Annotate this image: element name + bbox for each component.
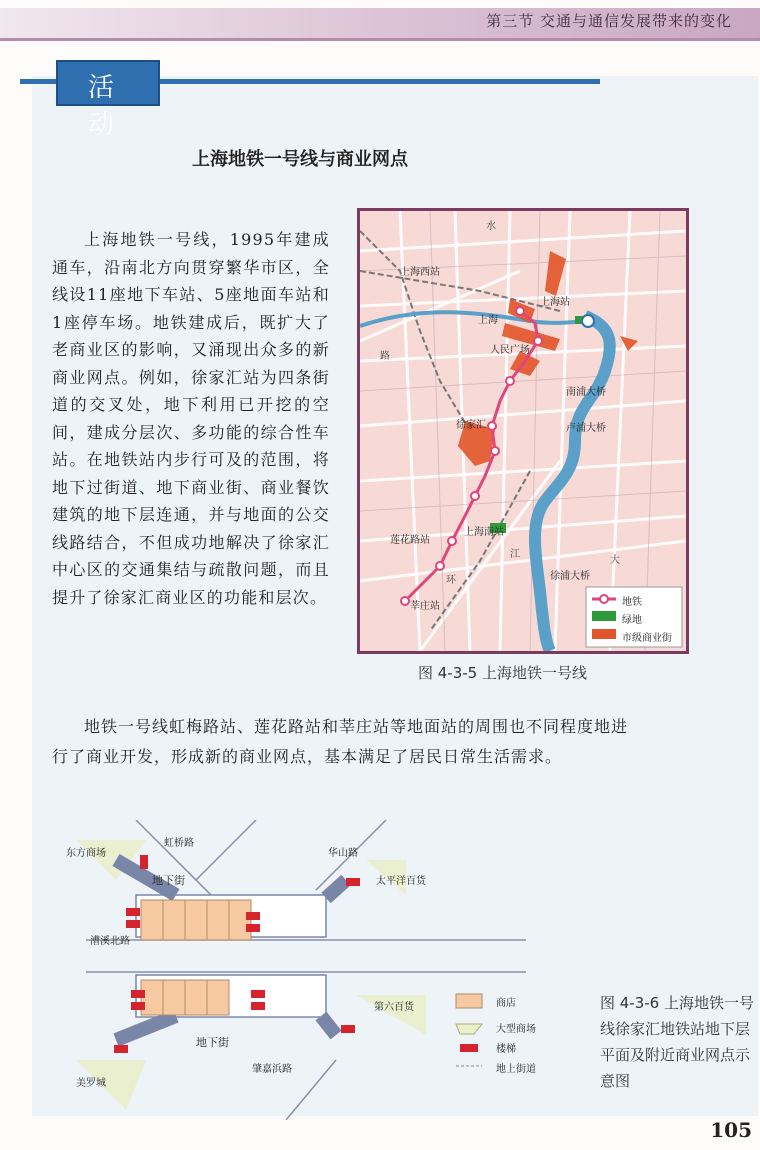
map-label-lupu-bridge: 卢浦大桥: [566, 423, 606, 434]
diagram-label-underground-top: 地下街: [152, 874, 185, 887]
map-label-shanghai-short: 上海: [478, 315, 498, 326]
figure-caption-1: 图 4-3-5 上海地铁一号线: [418, 664, 587, 682]
diagram-label-huashan: 华山路: [328, 848, 358, 859]
paragraph-2: 地铁一号线虹梅路站、莲花路站和莘庄站等地面站的周围也不同程度地进行了商业开发，形成新的商业网点，基本满足了居民日常生活需求。: [52, 717, 629, 766]
page-number: 105: [710, 1118, 752, 1142]
metro-map: [357, 208, 689, 654]
figure-caption-2: 图 4-3-6 上海地铁一号线徐家汇地铁站地下层平面及附近商业网点示意图: [600, 994, 754, 1090]
map-mark-jiang: 江: [510, 549, 520, 560]
activity-title: 上海地铁一号线与商业网点: [192, 149, 408, 170]
diagram-legend-mall: 大型商场: [496, 1024, 536, 1035]
map-label-xinzhuang: 莘庄站: [410, 601, 440, 612]
map-label-people-square: 人民广场: [490, 345, 530, 356]
map-legend-metro: 地铁: [622, 597, 642, 608]
header-rule: [0, 38, 760, 41]
diagram-label-zhaojiabang: 肇嘉浜路: [252, 1064, 292, 1075]
map-mark-lu: 路: [380, 351, 390, 362]
paragraph-1: 上海地铁一号线，1995年建成通车，沿南北方向贯穿繁华市区，全线设11座地下车站、5座地面车站和1座停车场。地铁建成后，既扩大了老商业区的影响，又涌现出众多的新商业网点。例如，徐家汇站为四条街道的交叉处，地下利用已开挖的空间，建成分层次、多功能的综合性车站。在地铁站内步行可及的范围，将地下过街道、地下商业街、商业餐饮建筑的地下层连通，并与地面的公交线路结合，不但成功地解决了徐家汇中心区的交通集结与疏散问题，而且提升了徐家汇商业区的功能和层次。: [52, 230, 330, 607]
diagram-label-caoxi: 漕溪北路: [90, 936, 130, 947]
map-label-shanghai-station: 上海站: [540, 297, 570, 308]
map-label-xujiahui: 徐家汇: [456, 420, 486, 431]
activity-badge: [56, 60, 160, 140]
map-mark-da: 大: [610, 555, 620, 566]
map-label-lianhua-road: 莲花路站: [390, 535, 430, 546]
map-label-nanpu-bridge: 南浦大桥: [566, 387, 606, 398]
station-diagram-svg: [56, 820, 586, 1120]
diagram-label-taipingyang: 太平洋百货: [376, 876, 426, 887]
diagram-legend-stairs: 楼梯: [496, 1044, 516, 1055]
map-label-shanghai-west: 上海西站: [400, 267, 440, 278]
diagram-legend-street: 地上街道: [496, 1064, 536, 1075]
map-legend-commercial: 市级商业街: [622, 633, 672, 644]
running-header: 第三节 交通与通信发展带来的变化: [486, 12, 732, 30]
diagram-legend-shop: 商店: [496, 998, 516, 1009]
diagram-label-meiluo: 美罗城: [76, 1078, 106, 1089]
map-label-shanghai-south: 上海南站: [464, 527, 504, 538]
diagram-label-diliu: 第六百货: [374, 1002, 414, 1013]
map-legend-green: 绿地: [622, 615, 642, 626]
activity-label: 活 动: [87, 73, 128, 140]
diagram-label-underground-bottom: 地下街: [196, 1036, 229, 1049]
diagram-label-dongfang: 东方商场: [66, 848, 106, 859]
map-mark-shui: 水: [486, 221, 496, 232]
map-label-xupu-bridge: 徐浦大桥: [550, 571, 590, 582]
map-mark-huan: 环: [446, 575, 456, 586]
diagram-label-hongqiao: 虹桥路: [164, 838, 194, 849]
station-diagram: [56, 820, 586, 1120]
